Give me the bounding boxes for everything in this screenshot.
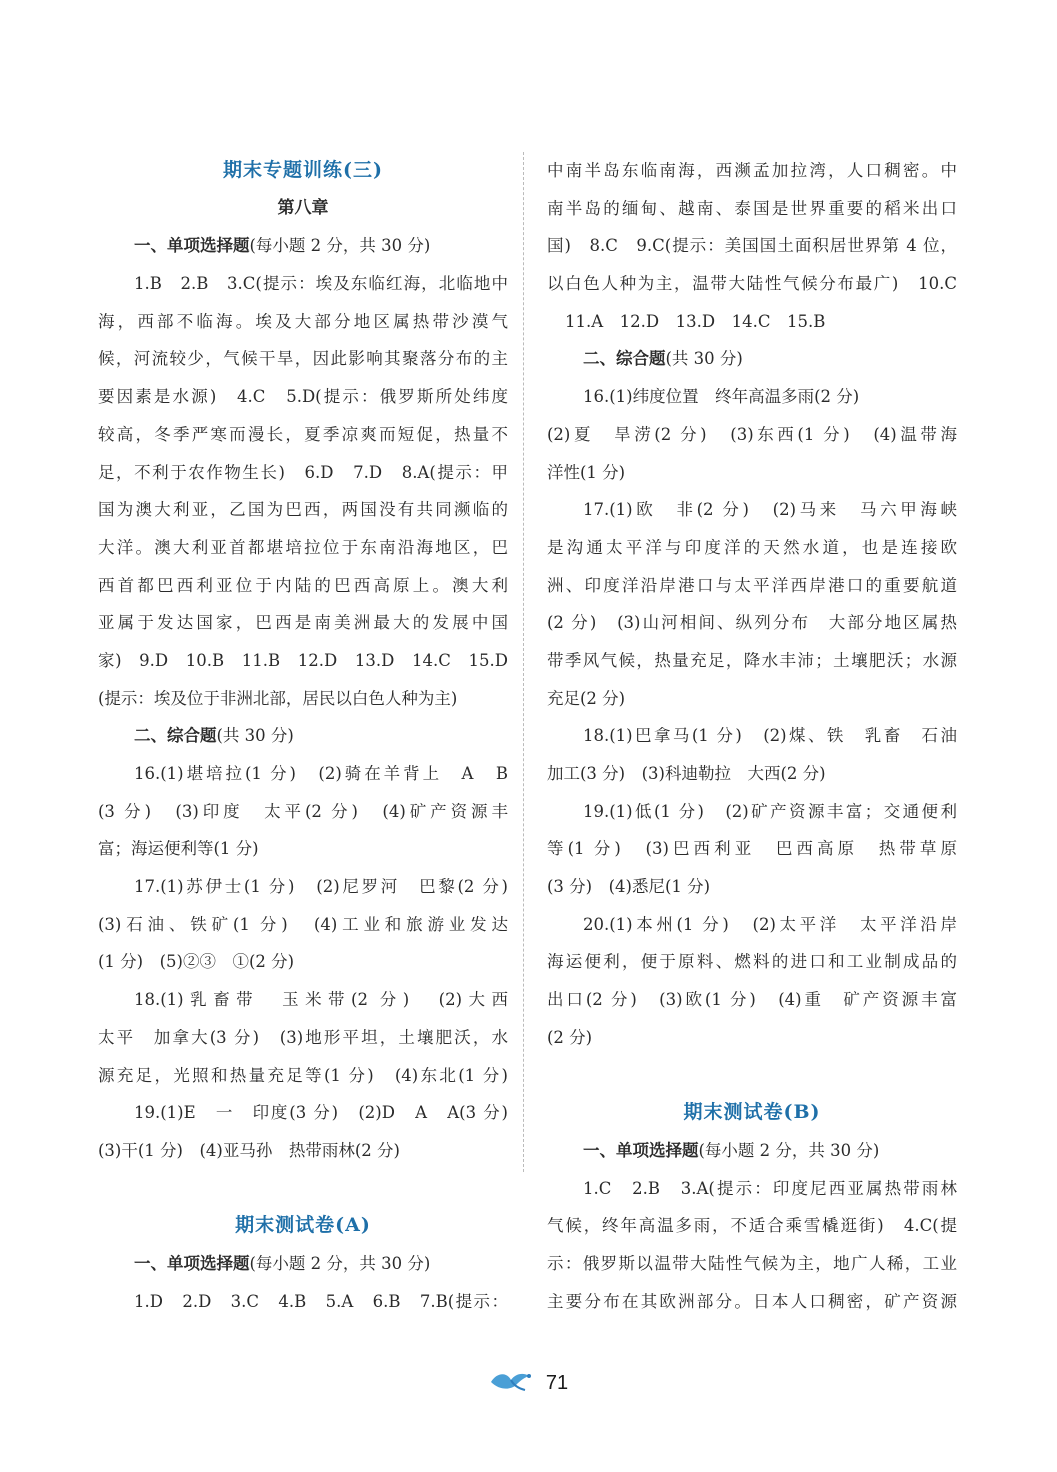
comp-heading-note: (共 30 分)	[216, 726, 294, 746]
answer-line: 气候，终年高温多雨，不适合乘雪橇逛街) 4.C(提	[547, 1216, 957, 1236]
answer-line: 足，不利于农作物生长) 6.D 7.D 8.A(提示：甲	[98, 462, 508, 482]
answer-line: 以白色人种为主，温带大陆性气候分布最广) 10.C	[547, 274, 957, 294]
answer-line: 国为澳大利亚，乙国为巴西，两国没有共同濒临的	[98, 500, 508, 520]
answer-line: 是沟通太平洋与印度洋的天然水道，也是连接欧	[547, 537, 957, 557]
mc-heading-label: 一、单项选择题	[134, 236, 250, 256]
comp-heading-label: 二、综合题	[134, 726, 217, 746]
answer-line: 20.(1)本州(1 分) (2)太平洋 太平洋沿岸	[583, 914, 957, 934]
answer-line: (3 分) (3)印度 太平(2 分) (4)矿产资源丰	[98, 801, 508, 821]
comp-heading-note: (共 30 分)	[665, 349, 743, 369]
answer-line: 富；海运便利等(1 分)	[98, 839, 259, 859]
answer-line: (2)夏 旱涝(2 分) (3)东西(1 分) (4)温带海	[547, 424, 957, 444]
answer-line: 充足(2 分)	[547, 688, 626, 708]
answer-line: 较高，冬季严寒而漫长，夏季凉爽而短促，热量不	[98, 424, 508, 444]
column-divider	[523, 152, 524, 1172]
answer-line: (2 分) (3)山河相间、纵列分布 大部分地区属热	[547, 613, 957, 633]
answer-line: (提示：埃及位于非洲北部，居民以白色人种为主)	[98, 688, 458, 708]
section-title-final-test-b: 期末测试卷(B)	[683, 1101, 821, 1124]
answer-line: 亚属于发达国家，巴西是南美洲最大的发展中国	[98, 613, 508, 633]
answer-line: 海，西部不临海。埃及大部分地区属热带沙漠气	[98, 311, 508, 331]
mc-heading	[98, 227, 508, 265]
mc-heading-note: (每小题 2 分，共 30 分)	[249, 236, 431, 256]
answer-line: 1.C 2.B 3.A(提示：印度尼西亚属热带雨林	[583, 1178, 957, 1198]
answer-line: 1.B 2.B 3.C(提示：埃及东临红海，北临地中	[134, 274, 508, 294]
bird-leaf-icon	[489, 1368, 535, 1398]
comp-heading	[547, 340, 957, 378]
spacer	[547, 1057, 957, 1095]
answer-line: 西首都巴西利亚位于内陆的巴西高原上。澳大利	[98, 575, 508, 595]
answer-line: 加工(3 分) (3)科迪勒拉 大西(2 分)	[547, 764, 826, 783]
answer-line: 出口(2 分) (3)欧(1 分) (4)重 矿产资源丰富	[547, 990, 957, 1010]
page-number: 71	[545, 1371, 569, 1394]
answer-line: 17.(1)欧 非(2 分) (2)马来 马六甲海峡	[583, 500, 957, 520]
right-column	[547, 152, 957, 1320]
answer-line: 16.(1)堪培拉(1 分) (2)骑在羊背上 A B	[134, 764, 508, 783]
mc-heading-note: (每小题 2 分，共 30 分)	[698, 1140, 880, 1160]
answer-line: 示：俄罗斯以温带大陆性气候为主，地广人稀，工业	[547, 1253, 957, 1273]
section-title-final-test-a: 期末测试卷(A)	[235, 1214, 371, 1237]
answer-line: 大洋。澳大利亚首都堪培拉位于东南沿海地区，巴	[98, 537, 508, 557]
answer-line: 11.A 12.D 13.D 14.C 15.B	[565, 311, 826, 331]
left-column	[98, 152, 508, 1320]
answer-line: (3)石油、铁矿(1 分) (4)工业和旅游业发达	[98, 914, 508, 934]
answer-line: 海运便利，便于原料、燃料的进口和工业制成品的	[547, 952, 957, 972]
answer-line: 18.(1)乳畜带 玉米带(2 分) (2)大西	[134, 990, 508, 1010]
mc-heading-label: 一、单项选择题	[583, 1140, 699, 1160]
answer-line: 南半岛的缅甸、越南、泰国是世界重要的稻米出口	[547, 198, 957, 218]
answer-line: 19.(1)低(1 分) (2)矿产资源丰富；交通便利	[583, 801, 957, 821]
answer-line: 源充足，光照和热量充足等(1 分) (4)东北(1 分)	[98, 1065, 508, 1085]
answer-line: 候，河流较少，气候干旱，因此影响其聚落分布的主	[98, 349, 508, 369]
answer-line: 太平 加拿大(3 分) (3)地形平坦，土壤肥沃，水	[98, 1027, 508, 1047]
spacer	[98, 1170, 508, 1208]
comp-heading	[98, 717, 508, 755]
answer-line: 等(1 分) (3)巴西利亚 巴西高原 热带草原	[547, 839, 957, 859]
answer-line: 中南半岛东临南海，西濒孟加拉湾，人口稠密。中	[547, 161, 957, 180]
answer-line: (3 分) (4)悉尼(1 分)	[547, 877, 711, 897]
answer-line: 1.D 2.D 3.C 4.B 5.A 6.B 7.B(提示：	[134, 1291, 508, 1311]
mc-heading	[98, 1245, 508, 1283]
comp-heading-label: 二、综合题	[583, 349, 666, 369]
answer-line: 洋性(1 分)	[547, 462, 626, 482]
answer-line: 17.(1)苏伊士(1 分) (2)尼罗河 巴黎(2 分)	[134, 877, 508, 897]
mc-heading-label: 一、单项选择题	[134, 1253, 250, 1273]
answer-line: (2 分)	[547, 1027, 593, 1047]
answer-line: (1 分) (5)②③ ①(2 分)	[98, 952, 295, 972]
answer-line: (3)干(1 分) (4)亚马孙 热带雨林(2 分)	[98, 1140, 400, 1160]
mc-heading	[547, 1132, 957, 1170]
answer-line: 19.(1)E 一 印度(3 分) (2)D A A(3 分)	[134, 1103, 508, 1123]
page-footer	[0, 1368, 1057, 1398]
mc-heading-note: (每小题 2 分，共 30 分)	[249, 1253, 431, 1273]
answer-line: 主要分布在其欧洲部分。日本人口稠密，矿产资源	[547, 1291, 957, 1311]
answer-line: 16.(1)纬度位置 终年高温多雨(2 分)	[583, 387, 860, 407]
answer-line: 洲、印度洋沿岸港口与太平洋西岸港口的重要航道	[547, 575, 957, 595]
answer-line: 18.(1)巴拿马(1 分) (2)煤、铁 乳畜 石油	[583, 726, 957, 746]
answer-line: 国) 8.C 9.C(提示：美国国土面积居世界第 4 位，	[547, 236, 957, 256]
answer-line: 家) 9.D 10.B 11.B 12.D 13.D 14.C 15.D	[98, 650, 508, 670]
chapter-heading: 第八章	[277, 197, 329, 218]
answer-line: 要因素是水源) 4.C 5.D(提示：俄罗斯所处纬度	[98, 387, 508, 407]
answer-line: 带季风气候，热量充足，降水丰沛；土壤肥沃；水源	[547, 650, 957, 670]
section-title-special-training-3: 期末专题训练(三)	[223, 159, 383, 181]
